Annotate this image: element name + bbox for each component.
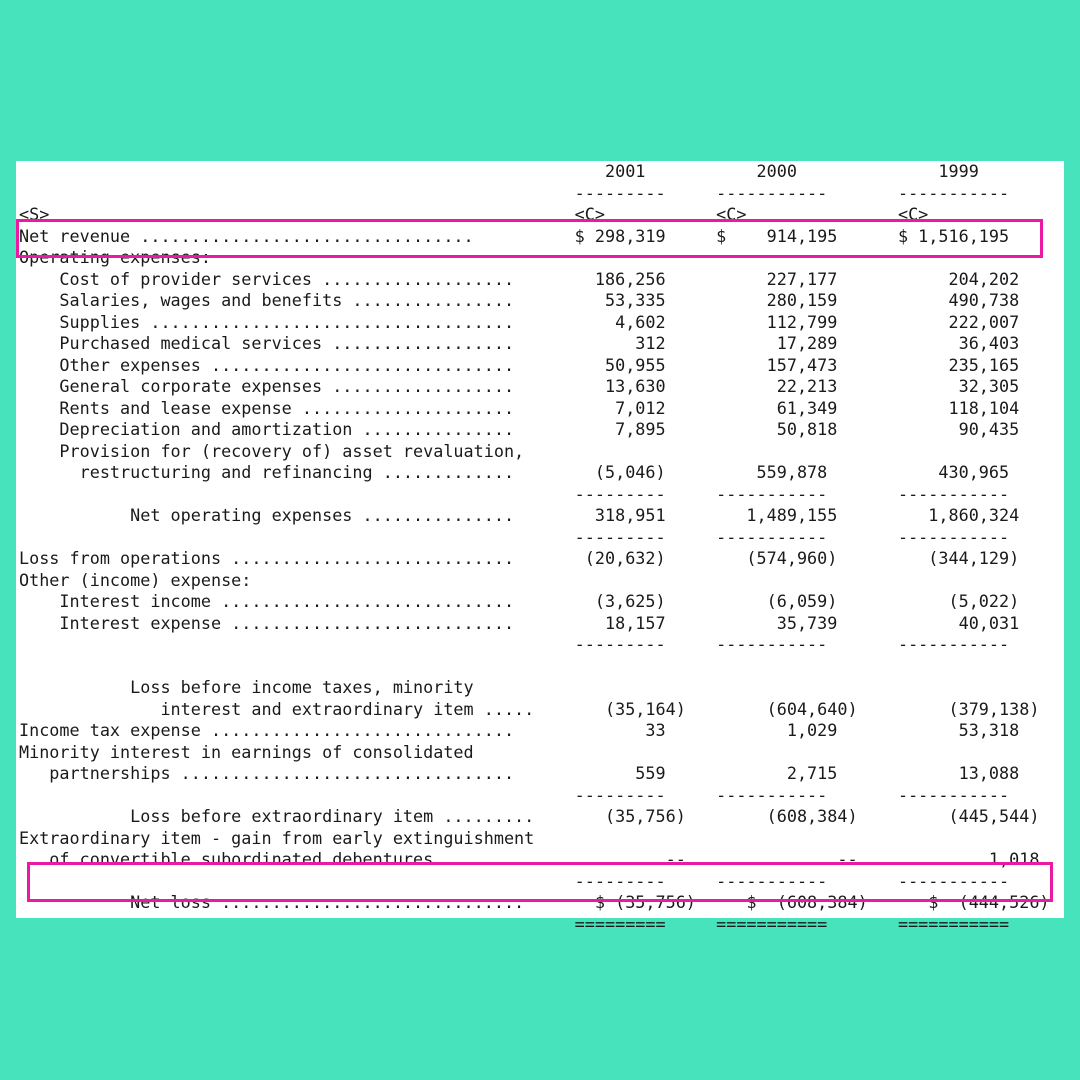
table-row: restructuring and refinancing ............. (5,046) 559,878 430,965 bbox=[19, 462, 1010, 482]
subtotal-rule: --------- ----------- ----------- bbox=[19, 784, 1010, 805]
net-loss-row: Net loss .............................. $ (35,756) $ (608,384) $ (444,526) bbox=[19, 892, 1050, 912]
table-row: Minority interest in earnings of consolidated bbox=[19, 741, 474, 762]
column-tags-row: <S> <C> <C> <C> bbox=[19, 204, 929, 224]
table-row: Provision for (recovery of) asset revaluation, bbox=[19, 440, 525, 461]
table-row: Income tax expense .............................. 33 1,029 53,318 bbox=[19, 720, 1020, 740]
table-row: partnerships ................................. 559 2,715 13,088 bbox=[19, 763, 1020, 783]
header-underline: --------- ----------- ----------- bbox=[19, 182, 1010, 203]
subtotal-rule: --------- ----------- ----------- bbox=[19, 870, 1010, 891]
table-row: Purchased medical services .................. 312 17,289 36,403 bbox=[19, 333, 1020, 353]
operating-expenses-heading: Operating expenses: bbox=[19, 247, 211, 267]
table-row: Depreciation and amortization ............... 7,895 50,818 90,435 bbox=[19, 419, 1020, 439]
loss-from-operations-row: Loss from operations ............................ (20,632) (574,960) (344,129) bbox=[19, 548, 1020, 568]
table-row: Supplies .................................... 4,602 112,799 222,007 bbox=[19, 311, 1020, 332]
net-operating-expenses-row: Net operating expenses ............... 318,951 1,489,155 1,860,324 bbox=[19, 505, 1020, 525]
table-row: Cost of provider services ................... 186,256 227,177 204,202 bbox=[19, 268, 1020, 289]
table-row: Loss before income taxes, minority bbox=[19, 677, 474, 697]
table-row: Extraordinary item - gain from early extinguishment bbox=[19, 827, 535, 848]
financial-statement-document bbox=[16, 161, 1064, 934]
blank-line bbox=[19, 656, 1050, 678]
table-row: Interest income ............................. (3,625) (6,059) (5,022) bbox=[19, 591, 1020, 611]
table-row: Interest expense ............................ 18,157 35,739 40,031 bbox=[19, 612, 1020, 633]
other-expense-heading: Other (income) expense: bbox=[19, 569, 252, 590]
table-row: General corporate expenses .................. 13,630 22,213 32,305 bbox=[19, 376, 1020, 396]
table-row: Salaries, wages and benefits ................ 53,335 280,159 490,738 bbox=[19, 290, 1020, 310]
subtotal-rule: --------- ----------- ----------- bbox=[19, 483, 1010, 504]
table-row: Other expenses .............................. 50,955 157,473 235,165 bbox=[19, 354, 1020, 375]
statement-text bbox=[19, 161, 1050, 935]
table-row: of convertible subordinated debentures ......... -- -- 1,018 bbox=[19, 849, 1040, 869]
loss-before-taxes-row: interest and extraordinary item ..... (35,164) (604,640) (379,138) bbox=[19, 698, 1040, 719]
year-header-row: 2001 2000 1999 bbox=[19, 161, 979, 181]
subtotal-rule: --------- ----------- ----------- bbox=[19, 526, 1010, 547]
subtotal-rule: --------- ----------- ----------- bbox=[19, 634, 1010, 654]
table-row: Rents and lease expense ..................... 7,012 61,349 118,104 bbox=[19, 397, 1020, 418]
loss-before-extraordinary-row: Loss before extraordinary item ......... (35,756) (608,384) (445,544) bbox=[19, 806, 1040, 826]
net-revenue-row: Net revenue ................................. $ 298,319 $ 914,195 $ 1,516,195 bbox=[19, 225, 1010, 246]
total-double-rule: ========= =========== =========== bbox=[19, 913, 1010, 934]
